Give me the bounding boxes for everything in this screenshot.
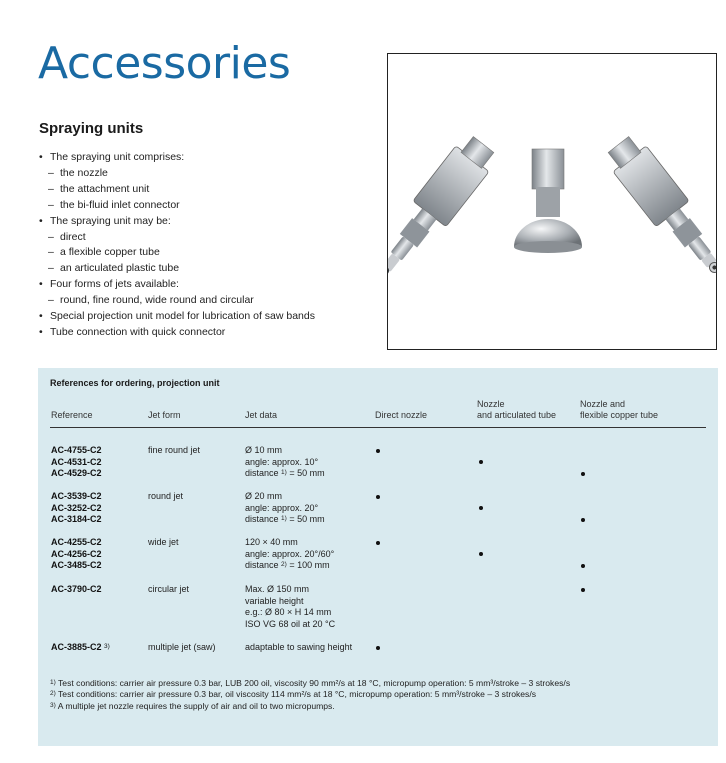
list-item: • The spraying unit may be:: [39, 214, 379, 230]
jet-form: round jet: [148, 491, 184, 501]
jet-data-line: [245, 560, 334, 572]
list-subitem: – a flexible copper tube: [39, 245, 379, 261]
ref-code: AC-3184-C2: [51, 514, 102, 524]
jet-data: [245, 491, 325, 526]
footnote-mark: 3): [50, 701, 56, 709]
jet-data-text: distance: [245, 560, 282, 570]
jet-data-text: distance: [245, 514, 282, 524]
col-header-direct-nozzle: Direct nozzle: [375, 410, 428, 420]
ref-code: AC-4529-C2: [51, 468, 102, 478]
jet-data: [245, 537, 334, 572]
list-item: • Four forms of jets available:: [39, 277, 379, 293]
mark-dot: [581, 518, 585, 522]
col-header-copper: [580, 399, 658, 421]
ref-code: AC-4755-C2: [51, 445, 102, 455]
col-header-copper-line2: flexible copper tube: [580, 410, 659, 420]
ref-code: AC-3539-C2: [51, 491, 102, 501]
footnote-ref: 1): [281, 469, 287, 476]
table-heading: References for ordering, projection unit: [50, 378, 220, 388]
footnote: [50, 678, 710, 689]
mark-dot: [581, 588, 585, 592]
feature-list: [39, 150, 379, 341]
col-header-jet-data: Jet data: [245, 410, 278, 420]
list-subitem: – the bi-fluid inlet connector: [39, 198, 379, 214]
jet-form: fine round jet: [148, 445, 201, 455]
jet-data-line: [245, 468, 325, 480]
ref-code: AC-4255-C2: [51, 537, 102, 547]
table-row-refs: [51, 445, 102, 480]
footnote-text: Test conditions: carrier air pressure 0.3 bar, LUB 200 oil, viscosity 90 mm²/s at 18 °C, micropump operation: 5 mm³/stroke – 3 strokes/s: [58, 678, 571, 688]
jet-data-text: distance: [245, 468, 282, 478]
footnotes: [50, 678, 710, 712]
list-item: • The spraying unit comprises:: [39, 150, 379, 166]
jet-data-text: = 50 mm: [286, 514, 325, 524]
footnote-mark: 2): [50, 690, 56, 698]
list-subitem: – the attachment unit: [39, 182, 379, 198]
ref-code: AC-3790-C2: [51, 584, 102, 594]
jet-form: wide jet: [148, 537, 179, 547]
col-header-reference: Reference: [51, 410, 93, 420]
jet-data-line: [245, 514, 325, 526]
page-title: Accessories: [38, 38, 291, 89]
ref-code: AC-3885-C2: [51, 642, 102, 652]
jet-data-line: angle: approx. 20°/60°: [245, 548, 335, 559]
product-photo: [387, 53, 717, 350]
jet-data-line: adaptable to sawing height: [245, 642, 353, 652]
mark-dot: [376, 541, 380, 545]
jet-data-line: angle: approx. 10°: [245, 456, 319, 467]
mark-dot: [376, 449, 380, 453]
list-subitem: – an articulated plastic tube: [39, 261, 379, 277]
col-header-articulated-line2: and articulated tube: [477, 410, 557, 420]
header-rule: [50, 427, 706, 428]
list-subitem: – the nozzle: [39, 166, 379, 182]
mark-dot: [376, 646, 380, 650]
jet-data-line: angle: approx. 20°: [245, 502, 319, 513]
mark-dot: [581, 564, 585, 568]
ordering-table: [38, 368, 718, 746]
jet-data-line: e.g.: Ø 80 × H 14 mm: [245, 607, 332, 617]
footnote-ref: 3): [104, 643, 110, 650]
ref-code: AC-4531-C2: [51, 456, 102, 467]
jet-data-line: Ø 10 mm: [245, 445, 283, 455]
mark-dot: [479, 552, 483, 556]
mark-dot: [479, 506, 483, 510]
table-row-refs: [51, 584, 102, 596]
jet-data: [245, 642, 352, 654]
table-row-refs: [51, 642, 110, 654]
footnote-text: A multiple jet nozzle requires the supply of air and oil to two micropumps.: [57, 700, 335, 711]
jet-data: [245, 445, 325, 480]
table-row-refs: [51, 537, 102, 572]
mark-dot: [479, 460, 483, 464]
spraying-units-photo-icon: [388, 54, 716, 349]
footnote: [50, 689, 710, 700]
jet-data-text: = 50 mm: [286, 468, 325, 478]
list-subitem: – round, fine round, wide round and circular: [39, 293, 379, 309]
col-header-articulated-line1: Nozzle: [477, 399, 505, 409]
ref-code: AC-4256-C2: [51, 548, 102, 559]
footnote: [50, 701, 710, 712]
ref-code: AC-3485-C2: [51, 560, 102, 570]
jet-data-text: = 100 mm: [286, 560, 330, 570]
jet-data-line: ISO VG 68 oil at 20 °C: [245, 618, 336, 629]
col-header-copper-line1: Nozzle and: [580, 399, 626, 409]
jet-data: [245, 584, 335, 630]
jet-form: circular jet: [148, 584, 190, 594]
jet-form: multiple jet (saw): [148, 642, 216, 652]
footnote-ref: 2): [281, 561, 287, 568]
jet-data-line: variable height: [245, 595, 304, 606]
mark-dot: [376, 495, 380, 499]
footnote-ref: 1): [281, 515, 287, 522]
list-item: • Tube connection with quick connector: [39, 325, 379, 341]
list-item: • Special projection unit model for lubrication of saw bands: [39, 309, 379, 325]
ref-code: AC-3252-C2: [51, 502, 102, 513]
footnote-text: Test conditions: carrier air pressure 0.3 bar, oil viscosity 114 mm²/s at 18 °C, micropump operation: 5 mm³/stroke – 3 strokes/s: [58, 689, 537, 700]
table-row-refs: [51, 491, 102, 526]
jet-data-line: Max. Ø 150 mm: [245, 584, 310, 594]
col-header-articulated: [477, 399, 556, 421]
mark-dot: [581, 472, 585, 476]
list-subitem: – direct: [39, 230, 379, 246]
jet-data-line: Ø 20 mm: [245, 491, 283, 501]
jet-data-line: 120 × 40 mm: [245, 537, 298, 547]
col-header-jet-form: Jet form: [148, 410, 181, 420]
footnote-mark: 1): [50, 679, 56, 686]
section-title: Spraying units: [39, 120, 144, 137]
